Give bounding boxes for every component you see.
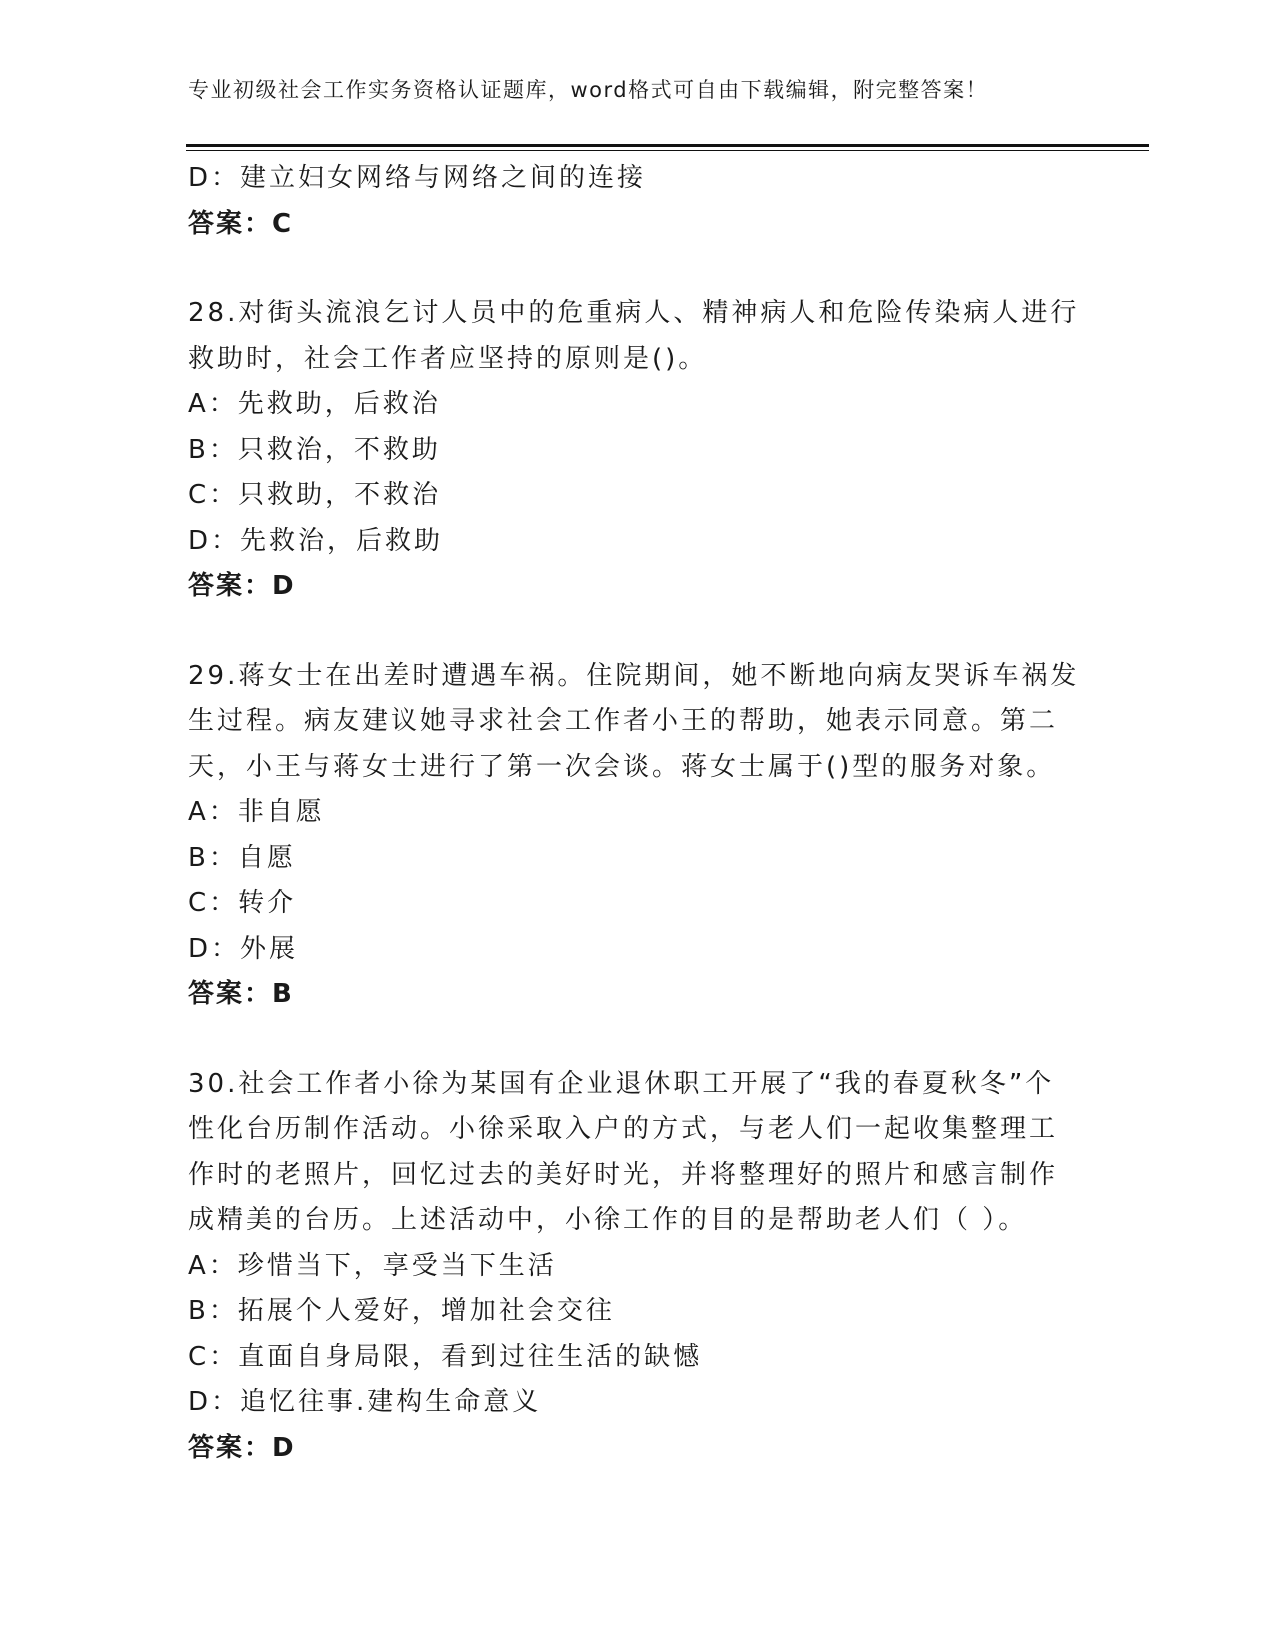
question-29-answer: 答案：B	[188, 979, 294, 1009]
question-content	[188, 156, 1088, 1471]
question-28-line-1: 28.对街头流浪乞讨人员中的危重病人、精神病人和危险传染病人进行	[188, 298, 1080, 328]
question-30-line-3: 作时的老照片，回忆过去的美好时光，并将整理好的照片和感言制作	[188, 1159, 1059, 1190]
question-28-option-c: C：只救助，不救治	[188, 480, 442, 510]
question-28-answer: 答案：D	[188, 571, 296, 601]
question-30-line-2: 性化台历制作活动。小徐采取入户的方式，与老人们一起收集整理工	[188, 1114, 1059, 1144]
header-rule-thick	[186, 144, 1149, 147]
spacer	[188, 247, 1088, 291]
question-30	[188, 1062, 1088, 1472]
spacer	[188, 1018, 1088, 1062]
header-rule-thin	[186, 150, 1149, 151]
question-30-option-b: B：拓展个人爱好，增加社会交往	[188, 1296, 615, 1326]
question-30-option-d: D：追忆往事.建构生命意义	[188, 1387, 542, 1417]
question-28-line-2: 救助时，社会工作者应坚持的原则是()。	[188, 343, 708, 374]
question-29-option-b: B：自愿	[188, 842, 296, 873]
question-29-option-d: D：外展	[188, 933, 299, 964]
page-header: 专业初级社会工作实务资格认证题库，word格式可自由下载编辑，附完整答案！	[188, 78, 989, 102]
question-29-line-3: 天，小王与蒋女士进行了第一次会谈。蒋女士属于()型的服务对象。	[188, 751, 1056, 782]
question-29-line-2: 生过程。病友建议她寻求社会工作者小王的帮助，她表示同意。第二	[188, 706, 1059, 736]
question-28-option-b: B：只救治，不救助	[188, 434, 441, 465]
carryover-answer: 答案：C	[188, 208, 294, 239]
question-29	[188, 654, 1088, 1018]
question-28	[188, 291, 1088, 610]
question-28-option-a: A：先救助，后救治	[188, 389, 441, 419]
question-30-line-4: 成精美的台历。上述活动中，小徐工作的目的是帮助老人们（ ）。	[188, 1205, 1028, 1235]
question-29-line-1: 29.蒋女士在出差时遭遇车祸。住院期间，她不断地向病友哭诉车祸发	[188, 660, 1080, 691]
question-30-answer: 答案：D	[188, 1432, 296, 1463]
question-30-line-1: 30.社会工作者小徐为某国有企业退休职工开展了“我的春夏秋冬”个	[188, 1068, 1055, 1099]
question-29-option-a: A：非自愿	[188, 797, 325, 827]
spacer	[188, 610, 1088, 654]
question-30-option-a: A：珍惜当下，享受当下生活	[188, 1250, 557, 1281]
question-28-option-d: D：先救治，后救助	[188, 525, 444, 556]
question-29-option-c: C：转介	[188, 888, 297, 918]
question-30-option-c: C：直面自身局限，看到过往生活的缺憾	[188, 1341, 703, 1372]
carryover-option-d: D：建立妇女网络与网络之间的连接	[188, 163, 647, 193]
